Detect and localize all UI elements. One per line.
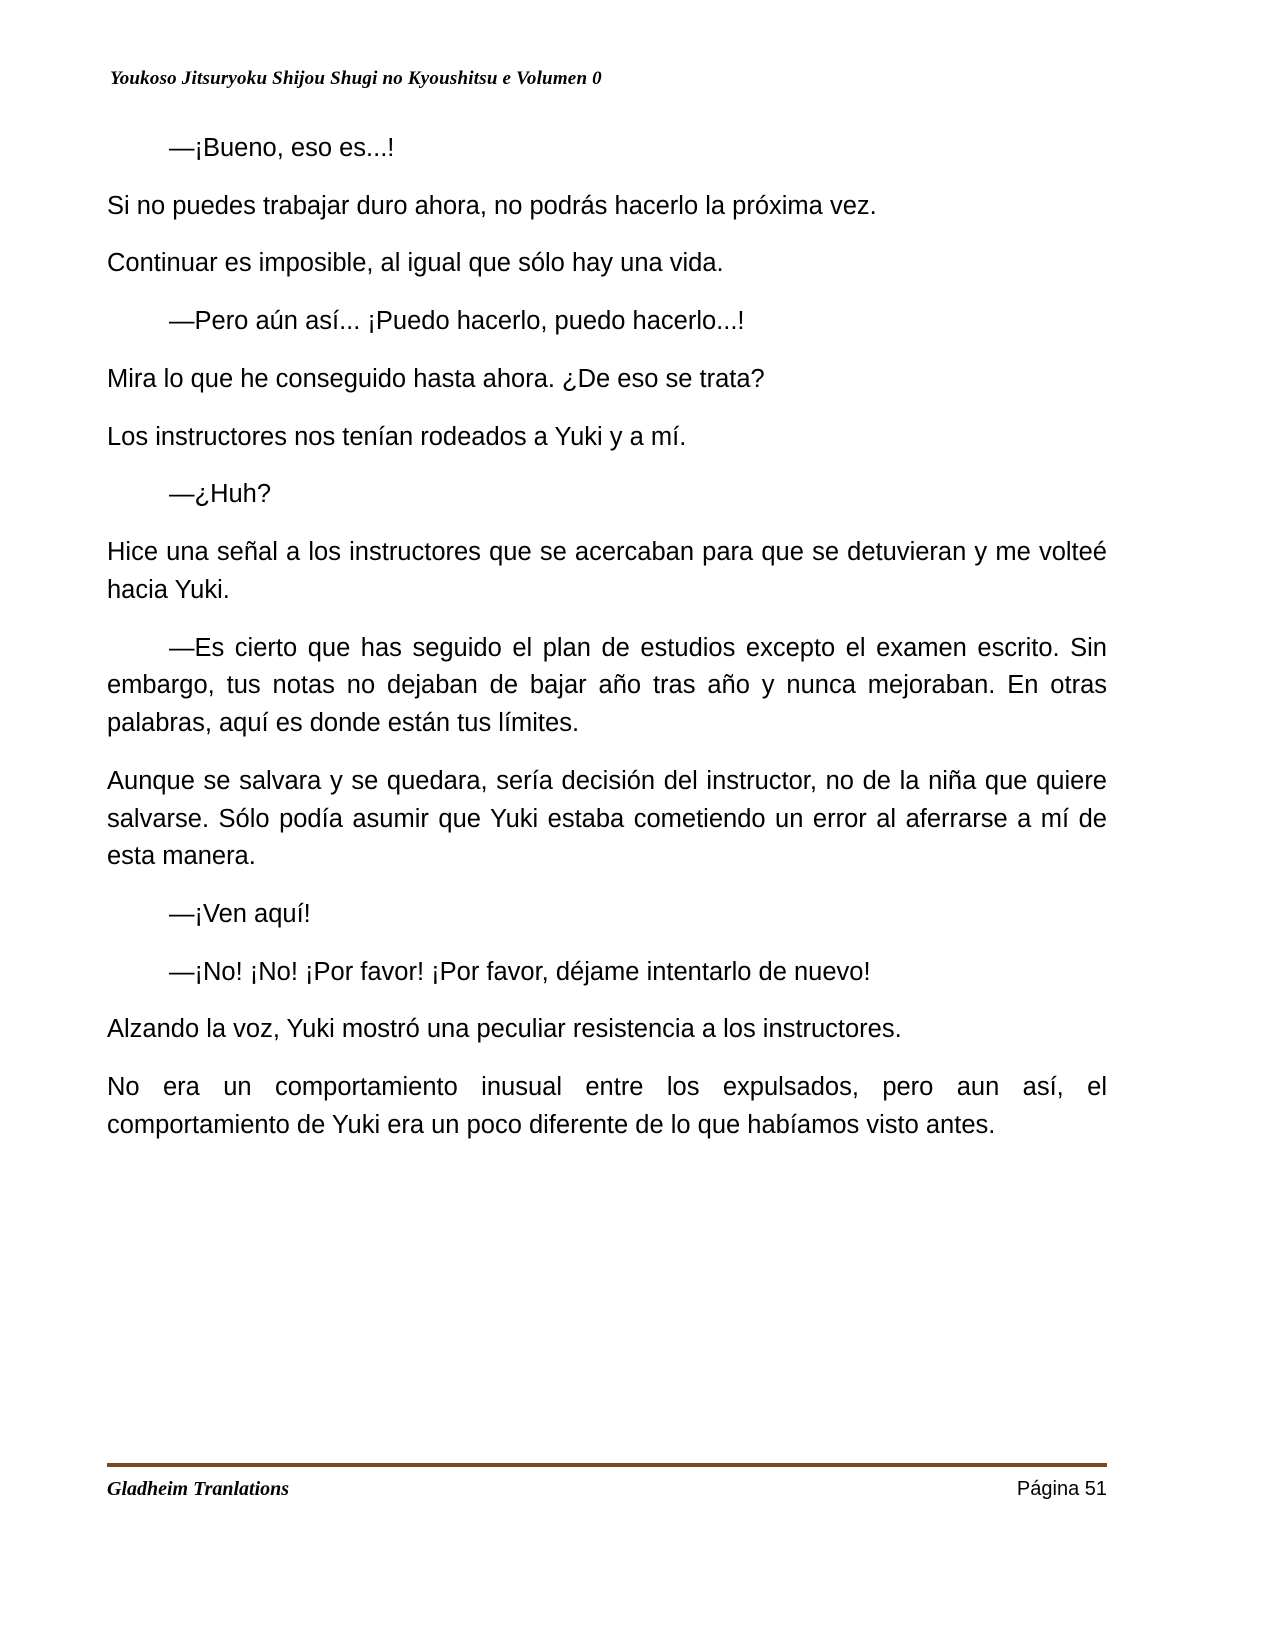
- page-footer: [107, 1478, 1107, 1508]
- paragraph: Aunque se salvara y se quedara, sería decisión del instructor, no de la niña que quiere salvarse. Sólo podía asumir que Yuki estaba cometiendo un error al aferrarse a mí de esta manera.: [107, 766, 1107, 871]
- page-number: Página 51: [1016, 1478, 1107, 1500]
- paragraph: Continuar es imposible, al igual que sólo hay una vida.: [107, 249, 724, 278]
- paragraph: No era un comportamiento inusual entre los expulsados, pero aun así, el comportamiento de Yuki era un poco diferente de lo que habíamos visto antes.: [107, 1073, 1107, 1139]
- paragraph: —Es cierto que has seguido el plan de estudios excepto el examen escrito. Sin embargo, tus notas no dejaban de bajar año tras año y nunca mejoraban. En otras palabras, aquí es donde están tus límites.: [107, 633, 1107, 738]
- paragraph: —¡Ven aquí!: [169, 900, 311, 929]
- paragraph: Mira lo que he conseguido hasta ahora. ¿De eso se trata?: [107, 364, 765, 393]
- paragraph: —¡No! ¡No! ¡Por favor! ¡Por favor, déjame intentarlo de nuevo!: [169, 957, 871, 986]
- document-body: [107, 130, 1107, 1165]
- paragraph: —¡Bueno, eso es...!: [169, 134, 395, 162]
- footer-divider: [107, 1463, 1107, 1467]
- paragraph: Alzando la voz, Yuki mostró una peculiar resistencia a los instructores.: [107, 1015, 902, 1044]
- paragraph: Si no puedes trabajar duro ahora, no podrás hacerlo la próxima vez.: [107, 191, 877, 220]
- paragraph: —¿Huh?: [169, 480, 272, 509]
- page-header: Youkoso Jitsuryoku Shijou Shugi no Kyoushitsu e Volumen 0: [110, 68, 602, 89]
- paragraph: Los instructores nos tenían rodeados a Yuki y a mí.: [107, 422, 687, 451]
- footer-credit: Gladheim Tranlations: [107, 1478, 290, 1500]
- paragraph: —Pero aún así... ¡Puedo hacerlo, puedo hacerlo...!: [169, 307, 745, 336]
- paragraph: Hice una señal a los instructores que se acercaban para que se detuvieran y me volteé hacia Yuki.: [107, 538, 1107, 604]
